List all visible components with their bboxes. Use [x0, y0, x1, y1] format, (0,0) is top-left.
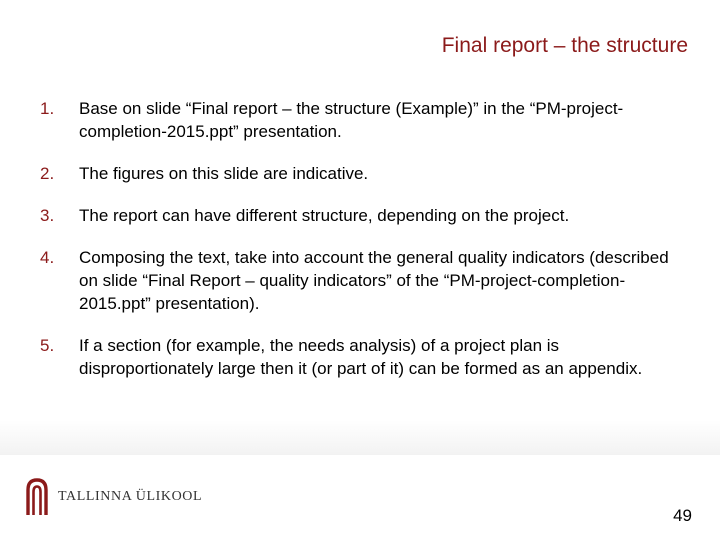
list-item-text: Base on slide “Final report – the structure (Example)” in the “PM-project-completion-2015.ppt” presentation.	[79, 99, 624, 141]
list-item-text: The report can have different structure, depending on the project.	[79, 206, 570, 225]
list-item-number: 2.	[40, 164, 55, 183]
content-list	[40, 97, 690, 399]
list-item-2	[40, 162, 690, 185]
tallinn-university-arch-logo-icon	[26, 478, 48, 516]
list-item-text: The figures on this slide are indicative.	[79, 164, 369, 183]
list-item-text: Composing the text, take into account the general quality indicators (described on slide “Final Report – quality indicators” of the “PM-project-completion-2015.ppt” presentation).	[79, 248, 669, 313]
page-number: 49	[673, 506, 692, 525]
list-item-text: If a section (for example, the needs analysis) of a project plan is disproportionately large then it (or part of it) can be formed as an appendix.	[79, 336, 643, 378]
list-item-4	[40, 246, 690, 315]
list-item-number: 1.	[40, 99, 55, 118]
university-logo	[26, 478, 202, 516]
list-item-number: 5.	[40, 336, 55, 355]
list-item-5	[40, 334, 690, 380]
list-item-1	[40, 97, 690, 143]
list-item-number: 4.	[40, 248, 55, 267]
slide-title: Final report – the structure	[441, 34, 688, 57]
list-item-number: 3.	[40, 206, 55, 225]
logo-text: TALLINNA ÜLIKOOL	[58, 489, 203, 504]
list-item-3	[40, 204, 690, 227]
